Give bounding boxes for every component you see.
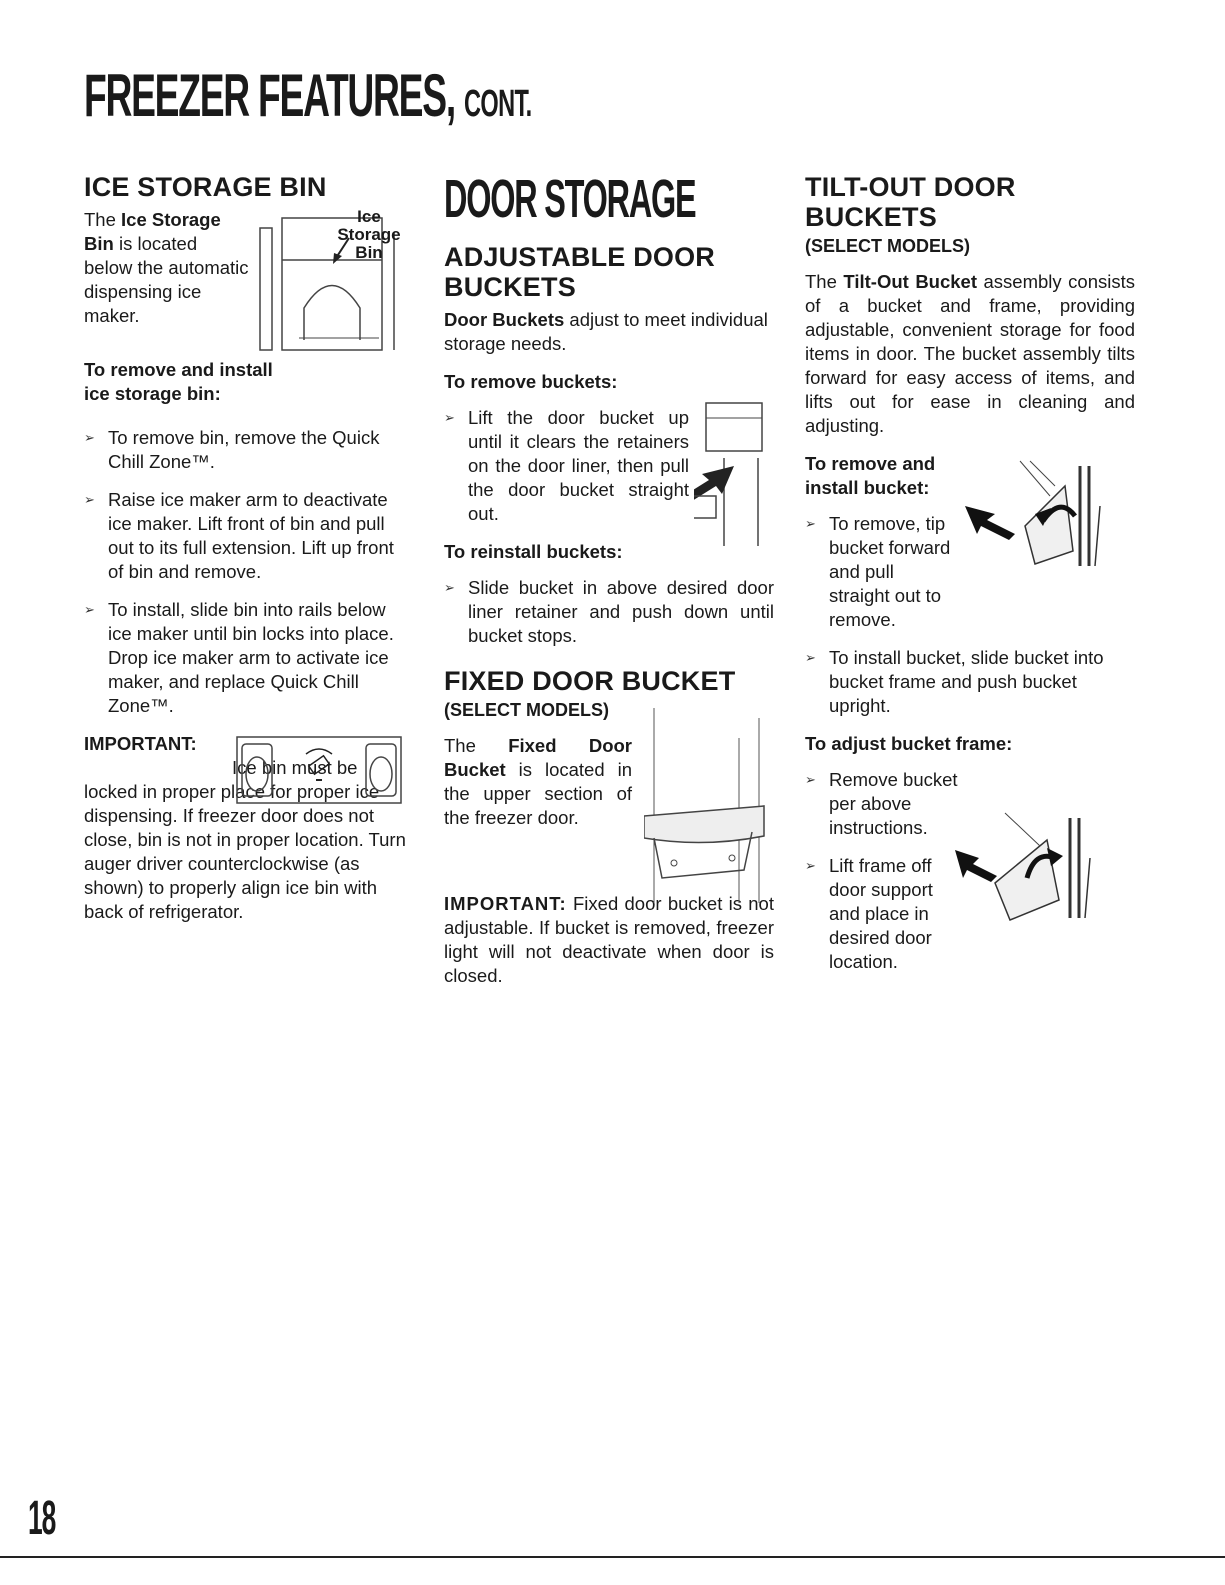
list-item: ➢ Lift the door bucket up until it clears the retainers on the door liner, then pull the door bucket straight out. [444, 406, 689, 526]
tilt-remove-label: To remove and install bucket: [805, 453, 936, 498]
ice-bin-figure [254, 208, 409, 358]
ice-bin-important [84, 732, 414, 924]
list-item: ➢ Slide bucket in above desired door liner retainer and push down until bucket stops. [444, 576, 774, 648]
remove-buckets-label: To remove buckets: [444, 371, 618, 392]
bottom-rule [0, 1556, 1225, 1558]
ice-bin-figure-label: Ice Storage Bin [337, 207, 401, 262]
ice-bin-important-text: Ice bin must be locked in proper place for proper ice dispensing. If freezer door does not close, bin is not in proper location. Turn auger driver counterclockwise (as shown) to properly align ice bin with back of refrigerator. [84, 757, 406, 922]
list-item: ➢ Raise ice maker arm to deactivate ice maker. Lift front of bin and pull out to its full extension. Lift up front of bin and remove. [84, 488, 414, 584]
ice-storage-bin-heading: ICE STORAGE BIN [84, 172, 327, 202]
door-storage-heading: DOOR STORAGE [444, 169, 696, 229]
tilt-out-remove-block [805, 452, 1135, 718]
tilt-remove-illustration [965, 456, 1115, 576]
reinstall-buckets-steps [444, 576, 774, 648]
tilt-adjust-label: To adjust bucket frame: [805, 733, 1013, 754]
list-item: ➢ To install bucket, slide bucket into bucket frame and push bucket upright. [805, 646, 1135, 718]
door-storage-section [444, 169, 774, 1002]
auger-figure [236, 736, 402, 804]
fixed-bucket-block [444, 734, 774, 988]
tilt-out-intro: The Tilt-Out Bucket assembly consists of a bucket and frame, providing adjustable, convenient storage for food items in door. The bucket assembly tilts forward for easy access of items, and lifts out for ease in cleaning and adjusting. [805, 271, 1135, 436]
adjustable-intro: Door Buckets adjust to meet individual storage needs. [444, 309, 768, 354]
tilt-out-section [805, 172, 1135, 988]
adjustable-door-buckets-heading: ADJUSTABLE DOOR BUCKETS [444, 242, 716, 302]
page-title-cont: CONT. [464, 83, 532, 125]
list-item: ➢ Remove bucket per above instructions. [805, 768, 959, 840]
fixed-door-bucket-heading: FIXED DOOR BUCKET [444, 666, 736, 696]
list-item: ➢ Lift frame off door support and place in desired door location. [805, 854, 939, 974]
list-item: ➢ To remove bin, remove the Quick Chill Zone™. [84, 426, 414, 474]
page-number: 18 [28, 1492, 56, 1545]
auger-illustration [236, 736, 402, 804]
page-title-main: FREEZER FEATURES, [84, 62, 455, 129]
tilt-adjust-illustration [955, 808, 1105, 928]
ice-bin-intro-block [84, 208, 414, 358]
door-bucket-figure [694, 398, 766, 548]
adjustable-remove-block [444, 406, 774, 526]
tilt-adjust-block [805, 768, 1135, 974]
ice-bin-intro: The Ice Storage Bin is located below the automatic dispensing ice maker. [84, 209, 249, 326]
ice-bin-steps [84, 426, 414, 718]
door-bucket-illustration [694, 398, 766, 548]
ice-bin-remove-label: To remove and install ice storage bin: [84, 359, 273, 404]
tilt-remove-figure [965, 456, 1115, 576]
tilt-out-select-models: (SELECT MODELS) [805, 236, 970, 256]
fixed-intro: The Fixed Door Bucket is located in the upper section of the freezer door. [444, 735, 632, 828]
list-item: ➢ To install, slide bin into rails below ice maker until bin locks into place. Drop ice maker arm to activate ice maker, and replace Quick Chill Zone™. [84, 598, 414, 718]
fixed-bucket-illustration [644, 698, 769, 908]
ice-storage-bin-section [84, 172, 414, 924]
fixed-bucket-figure [644, 698, 769, 908]
reinstall-buckets-label: To reinstall buckets: [444, 541, 623, 562]
remove-buckets-steps [444, 406, 689, 526]
fixed-select-models: (SELECT MODELS) [444, 700, 609, 720]
ice-bin-important-label: IMPORTANT: [84, 733, 197, 754]
tilt-out-heading: TILT-OUT DOOR BUCKETS [805, 172, 1016, 232]
list-item: ➢ To remove, tip bucket forward and pull straight out to remove. [805, 512, 959, 632]
tilt-adjust-figure [955, 808, 1105, 928]
fixed-important: IMPORTANT: Fixed door bucket is not adjustable. If bucket is removed, freezer light will not deactivate when door is closed. [444, 893, 774, 986]
page-title [84, 62, 532, 129]
